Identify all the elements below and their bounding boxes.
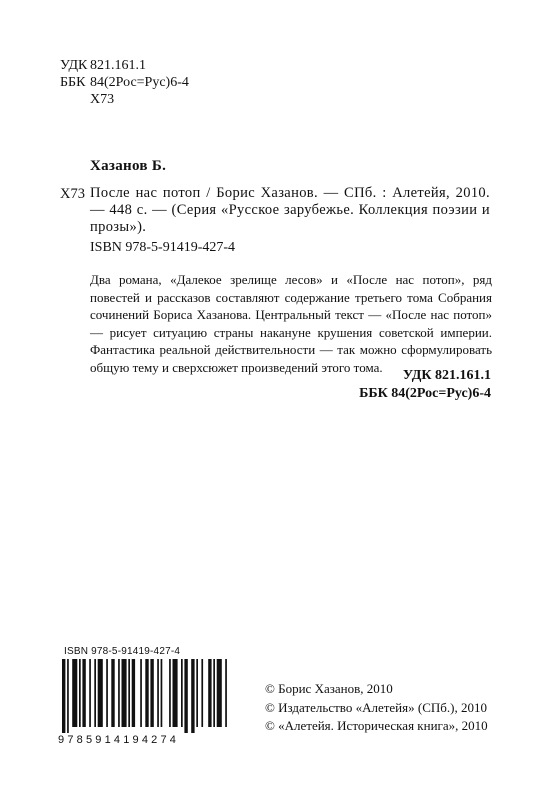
barcode-bar — [89, 659, 91, 727]
barcode-bar — [161, 659, 163, 727]
barcode-bar — [106, 659, 108, 727]
barcode-bar — [122, 659, 127, 727]
author-mark-row — [0, 91, 547, 108]
barcode-bar — [98, 659, 103, 727]
udk-bottom: УДК 821.161.1 — [402, 368, 491, 383]
barcode-bar — [196, 659, 198, 727]
udk-code: УДК — [60, 58, 88, 73]
barcode-bar — [225, 659, 227, 727]
isbn-barcode — [58, 646, 230, 746]
barcode-bar — [128, 659, 130, 727]
entry-author-mark: Х73 — [60, 186, 85, 202]
barcode-bar — [213, 659, 215, 727]
barcode-bar — [191, 659, 194, 733]
copyright-line: © Издательство «Алетейя» (СПб.), 2010 — [265, 699, 487, 715]
barcode-bar — [67, 659, 69, 733]
annotation-text: Два романа, «Далекое зрелище лесов» и «После нас потоп», ряд повестей и рассказов составляют содержание третьего тома Собрания сочинений Бориса Хазанова. Центральный текст — «После нас потоп» — рисует ситуацию страны накануне крушения советской империи. Фантастика реальной действительности — так можно сформулировать общую тему и сверхсюжет произведений этого тома. — [90, 272, 492, 375]
author-mark: Х73 — [90, 92, 115, 107]
barcode-bar — [201, 659, 203, 727]
bbk-value: 84(2Рос=Рус)6-4 — [90, 75, 189, 90]
barcode-bar — [111, 659, 114, 727]
barcode-bar — [94, 659, 96, 727]
barcode-bar — [217, 659, 222, 727]
bbk-code: ББК — [60, 75, 86, 90]
udk-value: 821.161.1 — [90, 58, 146, 73]
barcode-bar — [157, 659, 159, 727]
bbk-bottom: ББК 84(2Рос=Рус)6-4 — [359, 386, 491, 401]
udk-row — [0, 57, 547, 74]
barcode-bar — [79, 659, 81, 727]
copyright-block — [265, 680, 488, 736]
copyright-line: © Борис Хазанов, 2010 — [265, 681, 393, 696]
barcode-bar — [150, 659, 153, 727]
barcode-bar — [118, 659, 120, 727]
barcode-bars — [58, 659, 230, 733]
barcode-bar — [181, 659, 183, 727]
barcode-bar — [145, 659, 148, 727]
barcode-bar — [184, 659, 187, 733]
barcode-bar — [62, 659, 65, 733]
barcode-isbn-label: ISBN 978-5-91419-427-4 — [64, 646, 181, 657]
copyright-line: © «Алетейя. Историческая книга», 2010 — [265, 718, 488, 733]
barcode-bar — [72, 659, 77, 727]
barcode-bar — [208, 659, 211, 727]
barcode-bar — [173, 659, 178, 727]
entry-isbn: ISBN 978-5-91419-427-4 — [90, 240, 236, 255]
entry-description: После нас потоп / Борис Хазанов. — СПб. : Алетейя, 2010. — 448 с. — (Серия «Русское зарубежье. Коллекция поэзии и прозы»). — [90, 185, 490, 235]
barcode-bar — [169, 659, 171, 727]
barcode-bar — [82, 659, 85, 727]
entry-author: Хазанов Б. — [90, 158, 167, 174]
barcode-bar — [140, 659, 142, 727]
barcode-bar — [132, 659, 135, 727]
bbk-row — [0, 74, 547, 91]
barcode-digits: 9785914194274 — [58, 734, 180, 746]
